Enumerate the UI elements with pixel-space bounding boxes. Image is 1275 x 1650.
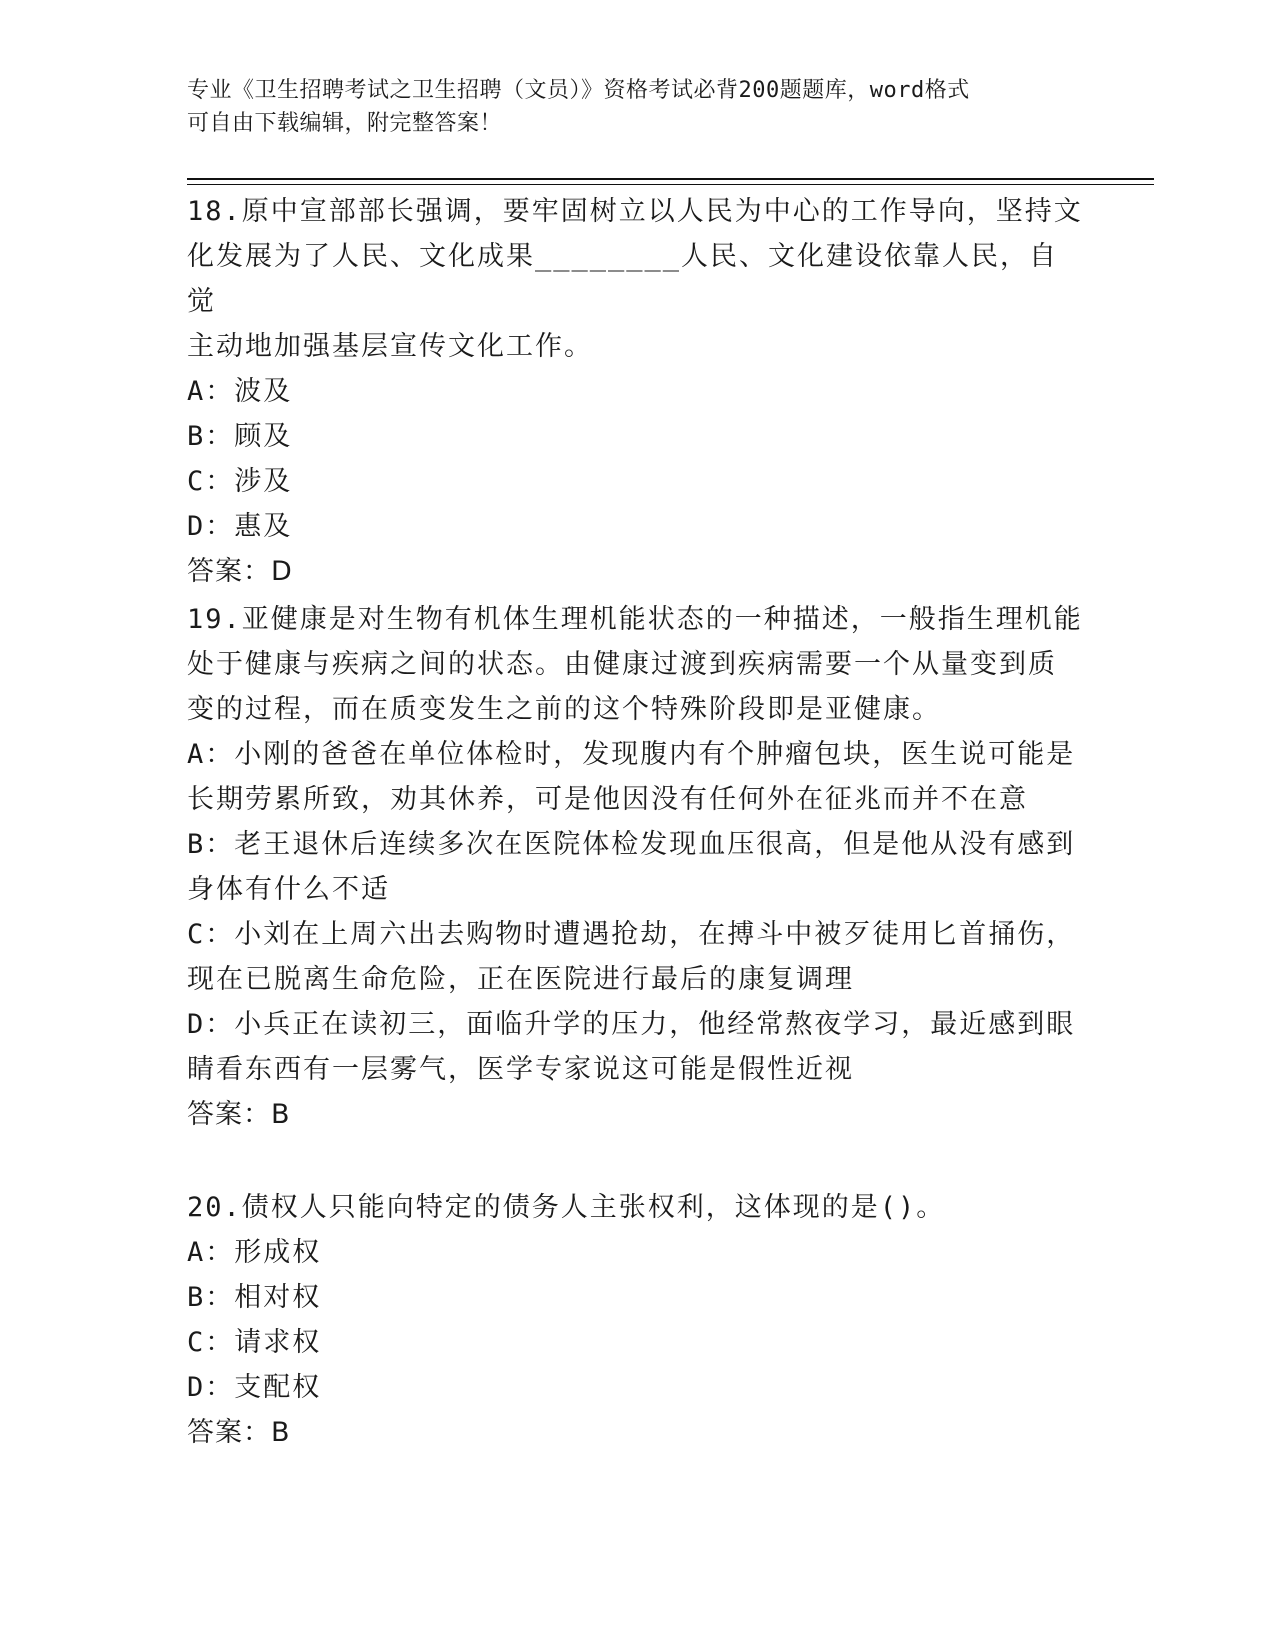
stem-line: 19.亚健康是对生物有机体生理机能状态的一种描述，一般指生理机能 [187,604,1083,635]
header-divider-thick [187,178,1154,180]
option-c: C：涉及 [187,466,293,497]
option-a: A：形成权 [187,1237,322,1268]
document-header [187,74,1067,140]
option-line: A：小刚的爸爸在单位体检时，发现腹内有个肿瘤包块，医生说可能是 [187,739,1076,770]
option-b: B：顾及 [187,421,293,452]
option-line: 现在已脱离生命危险，正在医院进行最后的康复调理 [187,964,854,995]
option-line: C：小刘在上周六出去购物时遭遇抢劫，在搏斗中被歹徒用匕首捅伤， [187,919,1076,950]
header-line: 可自由下载编辑，附完整答案！ [187,111,503,136]
option-a: A：波及 [187,376,293,407]
stem-line: 化发展为了人民、文化成果________人民、文化建设依靠人民，自觉 [187,241,1059,317]
question-stem [187,189,1087,369]
question-18 [187,189,1087,594]
stem-line: 处于健康与疾病之间的状态。由健康过渡到疾病需要一个从量变到质 [187,649,1057,680]
answer-line: 答案：D [187,556,293,587]
option-d: D：支配权 [187,1372,322,1403]
option-d: D：惠及 [187,511,293,542]
option-line: B：老王退休后连续多次在医院体检发现血压很高，但是他从没有感到 [187,829,1076,860]
option-b: B：相对权 [187,1282,322,1313]
option-line: 睛看东西有一层雾气，医学专家说这可能是假性近视 [187,1054,854,1085]
stem-line: 变的过程，而在质变发生之前的这个特殊阶段即是亚健康。 [187,694,941,725]
option-line: 身体有什么不适 [187,874,390,905]
option-line: 长期劳累所致，劝其休养，可是他因没有任何外在征兆而并不在意 [187,784,1028,815]
header-line: 专业《卫生招聘考试之卫生招聘（文员）》资格考试必背200题题库，word格式 [187,78,970,103]
option-b [187,822,1087,912]
answer-line: 答案：B [187,1417,291,1448]
question-stem [187,1185,1087,1230]
stem-line: 18.原中宣部部长强调，要牢固树立以人民为中心的工作导向，坚持文 [187,196,1083,227]
option-a [187,732,1087,822]
question-stem [187,597,1087,732]
stem-line: 主动地加强基层宣传文化工作。 [187,331,593,362]
option-c [187,912,1087,1002]
option-c: C：请求权 [187,1327,322,1358]
question-20 [187,1185,1087,1455]
option-line: D：小兵正在读初三，面临升学的压力，他经常熬夜学习，最近感到眼 [187,1009,1076,1040]
header-divider-thin [187,184,1154,185]
stem-line: 20.债权人只能向特定的债务人主张权利，这体现的是()。 [187,1192,946,1223]
option-d [187,1002,1087,1092]
answer-line: 答案：B [187,1099,291,1130]
question-19 [187,597,1087,1137]
